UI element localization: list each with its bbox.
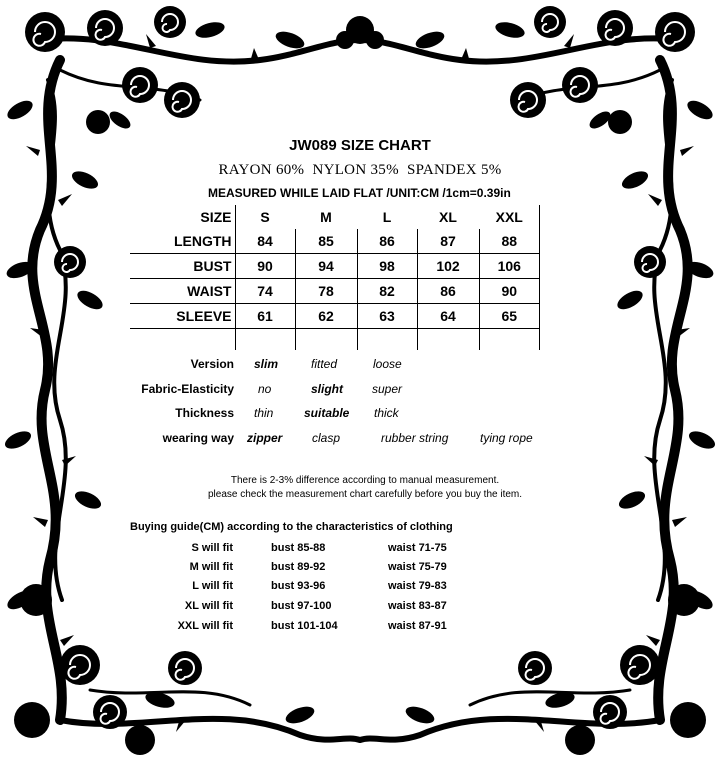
guide-waist: waist 79-83 (388, 580, 447, 592)
table-cell: 74 (235, 279, 295, 304)
table-cell: 88 (479, 229, 539, 254)
table-row-sleeve (130, 304, 539, 329)
guide-bust: bust 85-88 (271, 542, 326, 554)
table-row-length (130, 229, 539, 254)
size-table (130, 205, 539, 329)
char-option: suitable (304, 406, 350, 420)
table-cell: 86 (357, 229, 417, 254)
char-option: super (372, 382, 403, 396)
table-cell: 86 (417, 279, 479, 304)
guide-size: S will fit (191, 542, 233, 554)
table-cell: 94 (295, 254, 357, 279)
char-option: zipper (247, 431, 283, 445)
char-option: rubber string (381, 431, 449, 445)
table-row-bust (130, 254, 539, 279)
table-cell: 98 (357, 254, 417, 279)
char-label-version: Version (190, 357, 234, 371)
guide-size: M will fit (189, 561, 233, 573)
char-option: slim (254, 357, 279, 371)
char-option: loose (373, 357, 402, 371)
table-cell: 65 (479, 304, 539, 329)
char-option: tying rope (480, 431, 533, 445)
char-label-elasticity: Fabric-Elasticity (141, 382, 234, 396)
column-divider (479, 328, 480, 350)
column-divider (357, 328, 358, 350)
guide-size: L will fit (192, 580, 233, 592)
table-cell: 63 (357, 304, 417, 329)
row-label: WAIST (130, 279, 235, 304)
table-cell: 90 (235, 254, 295, 279)
note-line-2: please check the measurement chart carefully before you buy the item. (207, 489, 523, 500)
table-cell: 84 (235, 229, 295, 254)
guide-waist: waist 75-79 (388, 561, 447, 573)
table-cell: 62 (295, 304, 357, 329)
table-cell: 61 (235, 304, 295, 329)
table-cell: 64 (417, 304, 479, 329)
header-m: M (320, 209, 332, 225)
table-cell: 82 (357, 279, 417, 304)
header-s: S (260, 209, 270, 225)
size-table-header (130, 205, 539, 229)
column-divider (417, 328, 418, 350)
measure-note: MEASURED WHILE LAID FLAT /UNIT:CM /1cm=0.39in (208, 186, 511, 200)
table-row-waist (130, 279, 539, 304)
header-xl: XL (439, 209, 457, 225)
guide-bust: bust 89-92 (271, 561, 326, 573)
guide-bust: bust 93-96 (271, 580, 326, 592)
guide-waist: waist 87-91 (388, 620, 447, 632)
table-cell: 102 (417, 254, 479, 279)
guide-waist: waist 71-75 (388, 542, 447, 554)
column-divider (539, 205, 540, 350)
table-cell: 87 (417, 229, 479, 254)
guide-bust: bust 97-100 (271, 600, 332, 612)
char-label-wearing-way: wearing way (162, 431, 234, 445)
char-option: clasp (312, 431, 341, 445)
char-option: fitted (311, 357, 338, 371)
char-option: thick (374, 406, 399, 420)
note-line-1: There is 2-3% difference according to manual measurement. (230, 475, 500, 486)
header-l: L (382, 209, 392, 225)
table-cell: 106 (479, 254, 539, 279)
chart-title: JW089 SIZE CHART (289, 137, 431, 154)
char-option: thin (254, 406, 274, 420)
guide-size: XL will fit (184, 600, 233, 612)
column-divider (295, 328, 296, 350)
fabric-composition: RAYON 60% NYLON 35% SPANDEX 5% (218, 162, 502, 178)
guide-bust: bust 101-104 (271, 620, 338, 632)
guide-size: XXL will fit (177, 620, 233, 632)
guide-title: Buying guide(CM) according to the characteristics of clothing (130, 521, 453, 533)
header-size: SIZE (200, 209, 232, 225)
column-divider (235, 205, 236, 350)
table-cell: 90 (479, 279, 539, 304)
char-label-thickness: Thickness (175, 406, 234, 420)
table-cell: 78 (295, 279, 357, 304)
guide-waist: waist 83-87 (388, 600, 447, 612)
row-label: LENGTH (130, 229, 235, 254)
char-option: slight (311, 382, 343, 396)
row-label: SLEEVE (130, 304, 235, 329)
header-xxl: XXL (495, 209, 523, 225)
char-option: no (258, 382, 272, 396)
row-label: BUST (130, 254, 235, 279)
table-cell: 85 (295, 229, 357, 254)
